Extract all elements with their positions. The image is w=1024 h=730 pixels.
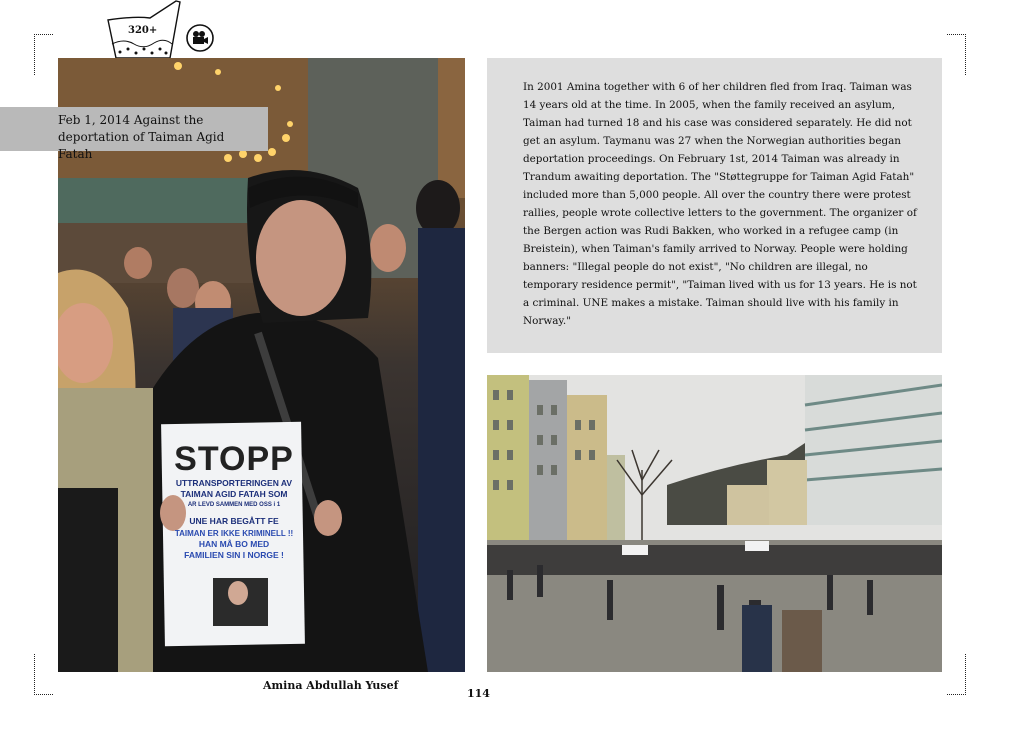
rally-photo bbox=[487, 375, 942, 672]
sign-line: HAN MÅ BO MED bbox=[198, 539, 270, 549]
story-text-panel bbox=[487, 58, 942, 353]
sign-line: UTTRANSPORTERINGEN AV bbox=[175, 478, 293, 488]
sign-headline: STOPP bbox=[174, 440, 294, 478]
page-number: 114 bbox=[467, 687, 490, 700]
sign-line: UNE HAR BEGÅTT FE bbox=[189, 516, 279, 526]
sign-line: FAMILIEN SIN I NORGE ! bbox=[184, 550, 284, 560]
film-camera-icon bbox=[186, 24, 214, 52]
crop-mark-bottom-right bbox=[947, 654, 966, 695]
sign-line: TAIMAN ER IKKE KRIMINELL !! bbox=[174, 529, 294, 538]
crop-mark-bottom-left bbox=[34, 654, 53, 695]
badge-label: 320+ bbox=[128, 25, 158, 36]
photo-date-caption: Feb 1, 2014 Against the deportation of Taiman Agid Fatah bbox=[0, 107, 268, 151]
crop-mark-top-left bbox=[34, 34, 53, 75]
photo-caption: Amina Abdullah Yusef bbox=[263, 679, 399, 692]
crop-mark-top-right bbox=[947, 34, 966, 75]
sign-line: TAIMAN AGID FATAH SOM bbox=[180, 489, 288, 499]
story-paragraph: In 2001 Amina together with 6 of her children fled from Iraq. Taiman was 14 years old at the time. In 2005, when the family received an asylum, Taiman had turned 18 and his case was considered separately. He did not get an asylum. Taymanu was 27 when the Norwegian authorities began deportation proceedings. On February 1st, 2014 Taiman was already in Trandum awaiting deportation. The "Støttegruppe for Taiman Agid Fatah" included more than 5,000 people. All over the country there were protest rallies, people wrote collective letters to the government. The organizer of the Bergen action was Rudi Bakken, who worked in a refugee camp (in Breistein), when Taiman's family arrived to Norway. People were holding banners: "Illegal people do not exist", "No children are illegal, no temporary residence permit", "Taiman lived with us for 13 years. He is not a criminal. UNE makes a mistake. Taiman should live with his family in Norway." bbox=[523, 81, 917, 327]
sign-line: AR LEVD SAMMEN MED OSS i 1 bbox=[187, 502, 281, 508]
